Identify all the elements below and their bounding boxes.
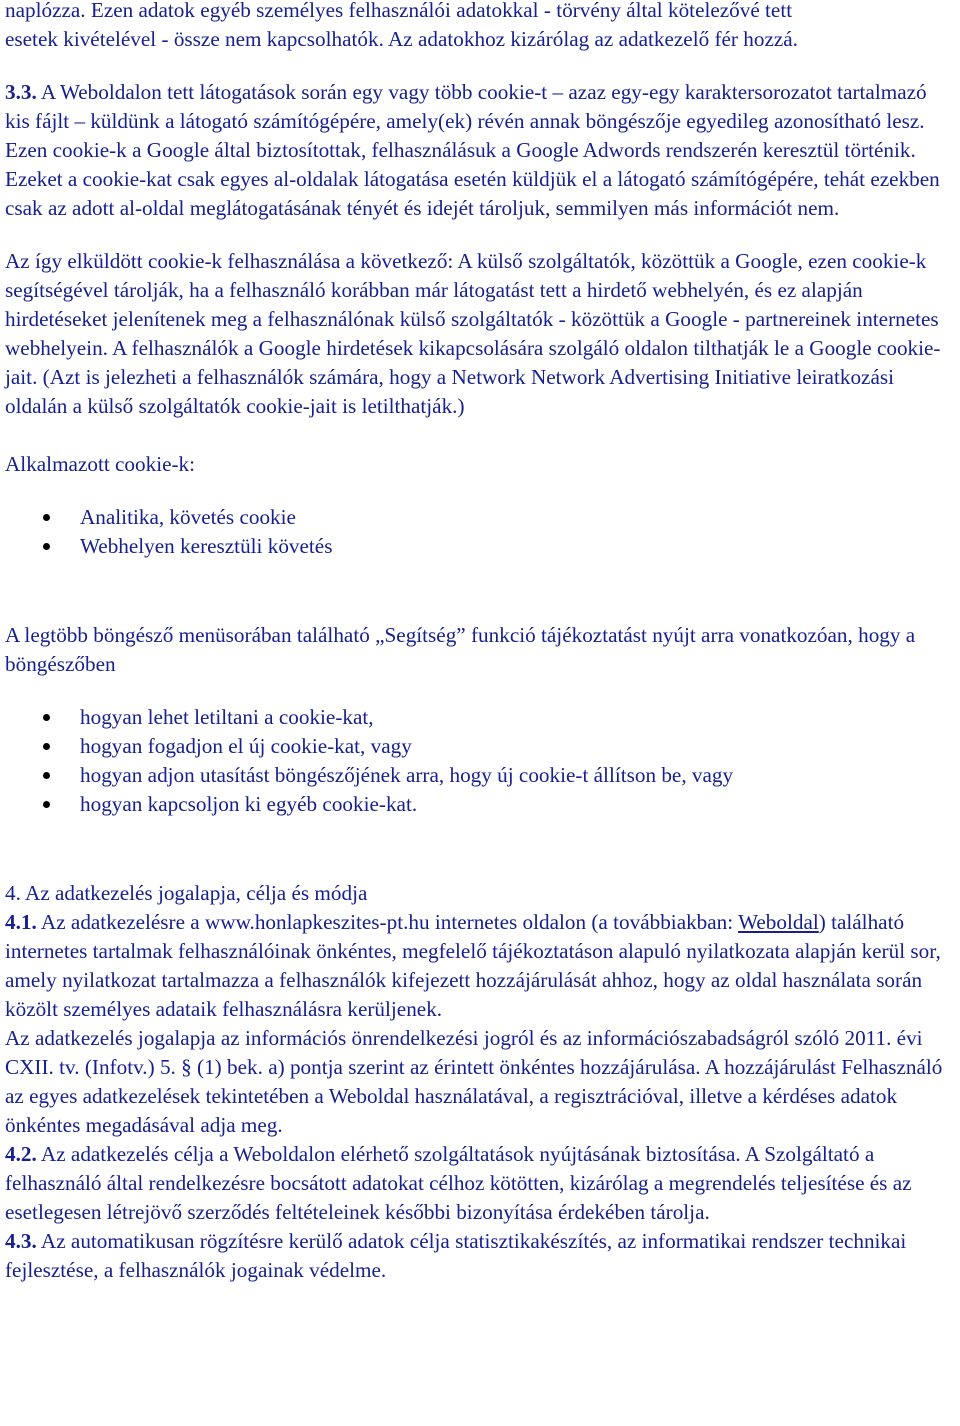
list-item — [5, 503, 955, 532]
list-item — [5, 532, 955, 561]
section-4-1-paragraph — [5, 908, 955, 1024]
intro-line-2: esetek kivételével - össze nem kapcsolhatók. Az adatokhoz kizárólag az adatkezelő fér hozzá. — [5, 27, 798, 51]
section-4-1-text-a: Az adatkezelésre a www.honlapkeszites-pt.hu internetes oldalon (a továbbiakban: — [36, 910, 739, 934]
list-item-text: hogyan fogadjon el új cookie-kat, vagy — [80, 734, 412, 758]
list-item — [5, 761, 955, 790]
list-item-text: Webhelyen keresztüli követés — [80, 534, 333, 558]
section-3-3-number: 3.3. — [5, 80, 37, 104]
intro-paragraph — [5, 0, 955, 54]
google-cookies-paragraph: Az így elküldött cookie-k felhasználása a következő: A külső szolgáltatók, közöttük a Google, ezen cookie-k segítségével tárolják, ha a felhasználó korábban már látogatást tett a hirdető webhelyén, és ez alapján hirdetéseket jelenítenek meg a felhasználónak külső szolgáltatók - közöttük a Google - partnereinek internetes webhelyein. A felhasználók a Google hirdetések kikapcsolására szolgáló oldalon tilthatják le a Google cookie-jait. (Azt is jelezheti a felhasználók számára, hogy a Network Network Advertising Initiative leiratkozási oldalán a külső szolgáltatók cookie-jait is letilthatják.) — [5, 249, 941, 418]
section-4-1-number: 4.1. — [5, 910, 37, 934]
section-3-3-text-part-2: Ezeket a cookie-kat csak egyes al-oldalak látogatása esetén küldjük el a látogató számítógépére, tehát ezekben csak az adott al-oldal meglátogatásának tényét és idejét tároljuk, semmilyen más információt nem. — [5, 167, 940, 220]
list-item — [5, 790, 955, 819]
section-4-3-text: Az automatikusan rögzítésre kerülő adatok célja statisztikakészítés, az informatikai rendszer technikai fejlesztése, a felhasználók jogainak védelme. — [5, 1229, 907, 1282]
bullet-icon — [43, 714, 50, 721]
list-item-text: hogyan kapcsoljon ki egyéb cookie-kat. — [80, 792, 418, 816]
legal-basis-paragraph: Az adatkezelés jogalapja az információs önrendelkezési jogról és az információszabadságról szóló 2011. évi CXII. tv. (Infotv.) 5. § (1) bek. a) pontja szerint az érintett önkéntes hozzájárulása. A hozzájárulást Felhasználó az egyes adatkezelések tekintetében a Weboldal használatával, a regisztrációval, illetve a kérdéses adatok önkéntes megadásával adja meg. — [5, 1026, 943, 1137]
list-item — [5, 703, 955, 732]
section-4-3-number: 4.3. — [5, 1229, 37, 1253]
section-4-2-paragraph — [5, 1140, 955, 1227]
section-4-2-text: Az adatkezelés célja a Weboldalon elérhető szolgáltatások nyújtásának biztosítása. A Szolgáltató a felhasználó által rendelkezésre bocsátott adatokat célhoz kötötten, kizárólag a megrendelés teljesítése és az esetlegesen létrejövő szerződés feltételeinek későbbi bizonyítása érdekében tárolja. — [5, 1142, 912, 1224]
list-item-text: Analitika, követés cookie — [80, 505, 296, 529]
intro-line-1: naplózza. Ezen adatok egyéb személyes felhasználói adatokkal - törvény által kötelezővé tett — [5, 0, 793, 22]
section-4-1-text-b: ) található internetes tartalmak felhasználóinak önkéntes, megfelelő tájékoztatáson alapuló nyilatkozata alapján kerül sor, amely nyilatkozat tartalmazza a felhasználók kifejezett hozzájárulását ahhoz, hogy az oldal használata során közölt személyes adataik felhasználásra kerüljenek. — [5, 910, 941, 1021]
cookies-heading: Alkalmazott cookie-k: — [5, 452, 196, 476]
section-3-3-paragraph — [5, 78, 955, 223]
document-page — [5, 0, 955, 1285]
section-4-3-paragraph — [5, 1227, 955, 1285]
bullet-icon — [43, 772, 50, 779]
list-item-text: hogyan adjon utasítást böngészőjének arra, hogy új cookie-t állítson be, vagy — [80, 763, 734, 787]
bullet-icon — [43, 801, 50, 808]
bullet-icon — [43, 514, 50, 521]
list-item — [5, 732, 955, 761]
bullet-icon — [43, 743, 50, 750]
section-3-3-text-part-1: A Weboldalon tett látogatások során egy vagy több cookie-t – azaz egy-egy karaktersorozatot tartalmazó kis fájlt – küldünk a látogató számítógépére, amely(ek) révén annak böngészője egyedileg azonosítható lesz. Ezen cookie-k a Google által biztosítottak, felhasználásuk a Google Adwords rendszerén keresztül történik. — [5, 80, 927, 162]
browser-help-list — [5, 703, 955, 819]
cookies-list — [5, 503, 955, 561]
browser-help-paragraph: A legtöbb böngésző menüsorában található „Segítség” funkció tájékoztatást nyújt arra vonatkozóan, hogy a böngészőben — [5, 623, 916, 676]
section-4-heading: 4. Az adatkezelés jogalapja, célja és módja — [5, 881, 368, 905]
section-4-2-number: 4.2. — [5, 1142, 37, 1166]
weboldal-term: Weboldal — [738, 910, 819, 934]
list-item-text: hogyan lehet letiltani a cookie-kat, — [80, 705, 374, 729]
bullet-icon — [43, 543, 50, 550]
